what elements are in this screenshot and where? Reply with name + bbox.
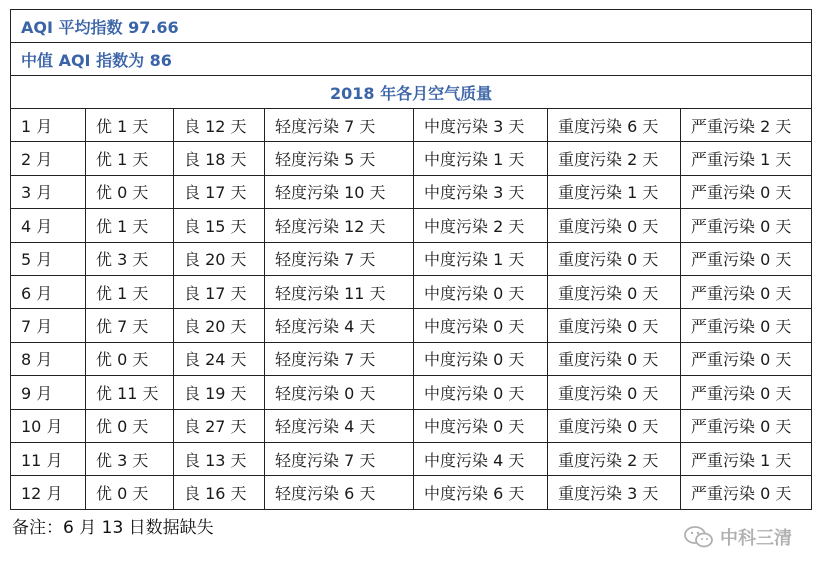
cell-heavy-pollution: 重度污染 0 天 xyxy=(548,376,681,409)
table-row xyxy=(11,109,812,142)
table-row xyxy=(11,409,812,442)
cell-moderate-pollution: 中度污染 0 天 xyxy=(414,309,548,342)
summary-row-avg xyxy=(11,10,812,43)
cell-light-pollution: 轻度污染 10 天 xyxy=(265,175,414,208)
cell-heavy-pollution: 重度污染 0 天 xyxy=(548,242,681,275)
cell-good: 良 17 天 xyxy=(174,175,265,208)
cell-light-pollution: 轻度污染 6 天 xyxy=(265,476,414,509)
footnote: 备注：6 月 13 日数据缺失 xyxy=(12,518,214,538)
cell-light-pollution: 轻度污染 12 天 xyxy=(265,209,414,242)
cell-excellent: 优 0 天 xyxy=(86,175,174,208)
cell-severe-pollution: 严重污染 0 天 xyxy=(681,175,812,208)
cell-month: 10 月 xyxy=(11,409,86,442)
cell-excellent: 优 11 天 xyxy=(86,376,174,409)
wechat-icon xyxy=(684,525,714,549)
cell-good: 良 17 天 xyxy=(174,275,265,308)
cell-excellent: 优 3 天 xyxy=(86,242,174,275)
cell-light-pollution: 轻度污染 0 天 xyxy=(265,376,414,409)
cell-excellent: 优 0 天 xyxy=(86,409,174,442)
cell-severe-pollution: 严重污染 0 天 xyxy=(681,409,812,442)
cell-good: 良 13 天 xyxy=(174,442,265,475)
cell-excellent: 优 3 天 xyxy=(86,442,174,475)
cell-month: 3 月 xyxy=(11,175,86,208)
cell-excellent: 优 0 天 xyxy=(86,342,174,375)
cell-month: 11 月 xyxy=(11,442,86,475)
cell-month: 2 月 xyxy=(11,142,86,175)
cell-good: 良 20 天 xyxy=(174,309,265,342)
summary-row-median xyxy=(11,43,812,76)
cell-excellent: 优 1 天 xyxy=(86,109,174,142)
cell-excellent: 优 7 天 xyxy=(86,309,174,342)
cell-moderate-pollution: 中度污染 4 天 xyxy=(414,442,548,475)
cell-moderate-pollution: 中度污染 3 天 xyxy=(414,109,548,142)
table-row xyxy=(11,142,812,175)
table-row xyxy=(11,442,812,475)
cell-heavy-pollution: 重度污染 2 天 xyxy=(548,142,681,175)
cell-heavy-pollution: 重度污染 2 天 xyxy=(548,442,681,475)
cell-heavy-pollution: 重度污染 1 天 xyxy=(548,175,681,208)
table-row xyxy=(11,209,812,242)
cell-severe-pollution: 严重污染 0 天 xyxy=(681,275,812,308)
cell-month: 12 月 xyxy=(11,476,86,509)
cell-severe-pollution: 严重污染 0 天 xyxy=(681,209,812,242)
table-title: 2018 年各月空气质量 xyxy=(11,76,812,109)
cell-excellent: 优 1 天 xyxy=(86,142,174,175)
watermark xyxy=(684,524,792,550)
cell-light-pollution: 轻度污染 4 天 xyxy=(265,409,414,442)
cell-moderate-pollution: 中度污染 2 天 xyxy=(414,209,548,242)
cell-moderate-pollution: 中度污染 0 天 xyxy=(414,376,548,409)
cell-severe-pollution: 严重污染 2 天 xyxy=(681,109,812,142)
cell-moderate-pollution: 中度污染 6 天 xyxy=(414,476,548,509)
table-row xyxy=(11,342,812,375)
cell-moderate-pollution: 中度污染 1 天 xyxy=(414,142,548,175)
cell-moderate-pollution: 中度污染 0 天 xyxy=(414,342,548,375)
cell-heavy-pollution: 重度污染 0 天 xyxy=(548,342,681,375)
cell-heavy-pollution: 重度污染 0 天 xyxy=(548,309,681,342)
cell-good: 良 27 天 xyxy=(174,409,265,442)
cell-month: 4 月 xyxy=(11,209,86,242)
aqi-table-wrapper xyxy=(10,9,811,510)
cell-good: 良 20 天 xyxy=(174,242,265,275)
cell-severe-pollution: 严重污染 1 天 xyxy=(681,442,812,475)
cell-light-pollution: 轻度污染 7 天 xyxy=(265,242,414,275)
table-row xyxy=(11,476,812,509)
cell-moderate-pollution: 中度污染 1 天 xyxy=(414,242,548,275)
cell-good: 良 19 天 xyxy=(174,376,265,409)
cell-month: 7 月 xyxy=(11,309,86,342)
cell-month: 1 月 xyxy=(11,109,86,142)
table-row xyxy=(11,275,812,308)
cell-severe-pollution: 严重污染 0 天 xyxy=(681,342,812,375)
cell-severe-pollution: 严重污染 0 天 xyxy=(681,309,812,342)
table-row xyxy=(11,242,812,275)
cell-severe-pollution: 严重污染 0 天 xyxy=(681,242,812,275)
table-row xyxy=(11,376,812,409)
cell-severe-pollution: 严重污染 0 天 xyxy=(681,476,812,509)
cell-light-pollution: 轻度污染 11 天 xyxy=(265,275,414,308)
cell-month: 8 月 xyxy=(11,342,86,375)
cell-heavy-pollution: 重度污染 0 天 xyxy=(548,275,681,308)
cell-heavy-pollution: 重度污染 0 天 xyxy=(548,209,681,242)
cell-month: 5 月 xyxy=(11,242,86,275)
cell-light-pollution: 轻度污染 7 天 xyxy=(265,442,414,475)
cell-light-pollution: 轻度污染 7 天 xyxy=(265,109,414,142)
cell-excellent: 优 1 天 xyxy=(86,209,174,242)
aqi-table xyxy=(10,9,812,510)
cell-moderate-pollution: 中度污染 0 天 xyxy=(414,275,548,308)
cell-heavy-pollution: 重度污染 6 天 xyxy=(548,109,681,142)
table-title-row xyxy=(11,76,812,109)
cell-good: 良 18 天 xyxy=(174,142,265,175)
cell-good: 良 12 天 xyxy=(174,109,265,142)
cell-light-pollution: 轻度污染 7 天 xyxy=(265,342,414,375)
table-row xyxy=(11,309,812,342)
cell-severe-pollution: 严重污染 1 天 xyxy=(681,142,812,175)
cell-good: 良 15 天 xyxy=(174,209,265,242)
cell-month: 9 月 xyxy=(11,376,86,409)
cell-excellent: 优 1 天 xyxy=(86,275,174,308)
cell-moderate-pollution: 中度污染 0 天 xyxy=(414,409,548,442)
aqi-median: 中值 AQI 指数为 86 xyxy=(11,43,812,76)
aqi-average: AQI 平均指数 97.66 xyxy=(11,10,812,43)
cell-heavy-pollution: 重度污染 3 天 xyxy=(548,476,681,509)
cell-good: 良 16 天 xyxy=(174,476,265,509)
table-row xyxy=(11,175,812,208)
cell-light-pollution: 轻度污染 4 天 xyxy=(265,309,414,342)
cell-light-pollution: 轻度污染 5 天 xyxy=(265,142,414,175)
cell-heavy-pollution: 重度污染 0 天 xyxy=(548,409,681,442)
watermark-text: 中科三清 xyxy=(720,528,792,549)
cell-moderate-pollution: 中度污染 3 天 xyxy=(414,175,548,208)
cell-month: 6 月 xyxy=(11,275,86,308)
cell-good: 良 24 天 xyxy=(174,342,265,375)
cell-excellent: 优 0 天 xyxy=(86,476,174,509)
cell-severe-pollution: 严重污染 0 天 xyxy=(681,376,812,409)
